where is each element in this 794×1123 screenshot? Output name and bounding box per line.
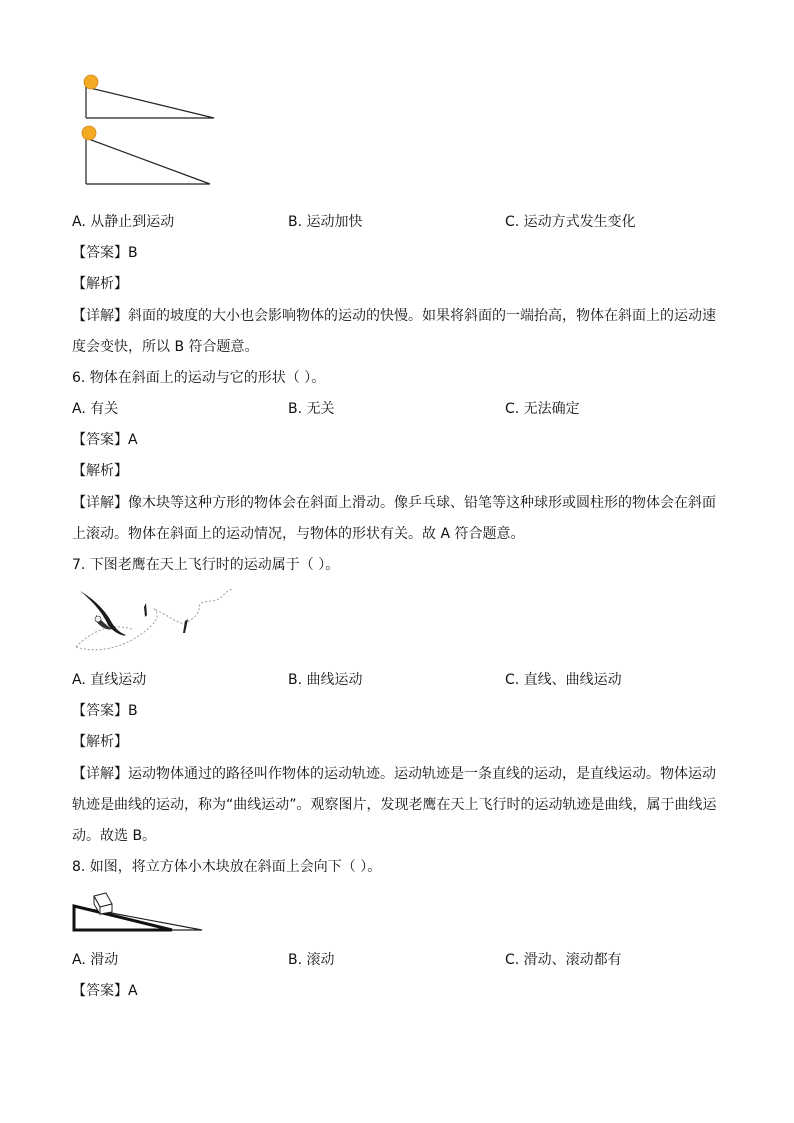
q8-question: 8. 如图，将立方体小木块放在斜面上会向下（ ）。 <box>72 859 382 875</box>
q6-detail: 【详解】像木块等这种方形的物体会在斜面上滑动。像乒乓球、铅笔等这种球形或圆柱形的物体会在斜面上滚动。物体在斜面上的运动情况，与物体的形状有关。故 A 符合题意。 <box>72 495 716 542</box>
ball-icon <box>84 75 98 89</box>
q5-answer: 【答案】B <box>72 245 138 261</box>
q5-detail: 【详解】斜面的坡度的大小也会影响物体的运动的快慢。如果将斜面的一端抬高，物体在斜面上的运动速度会变快，所以 B 符合题意。 <box>72 308 716 355</box>
q6-option-c[interactable]: C. 无法确定 <box>505 401 580 417</box>
q5-option-c[interactable]: C. 运动方式发生变化 <box>505 214 636 230</box>
q5-option-b[interactable]: B. 运动加快 <box>288 214 363 230</box>
q5-analysis-label: 【解析】 <box>72 276 128 292</box>
q6-option-b[interactable]: B. 无关 <box>288 401 335 417</box>
q8-answer: 【答案】A <box>72 983 138 999</box>
q6-answer: 【答案】A <box>72 432 138 448</box>
eagle-small-icon <box>144 603 188 633</box>
cube-incline-figure <box>72 890 207 935</box>
q8-option-a[interactable]: A. 滑动 <box>72 952 119 968</box>
incline-high <box>82 126 210 184</box>
q7-question: 7. 下图老鹰在天上飞行时的运动属于（ ）。 <box>72 557 340 573</box>
q7-option-a[interactable]: A. 直线运动 <box>72 672 147 688</box>
q8-option-b[interactable]: B. 滚动 <box>288 952 335 968</box>
q7-option-c[interactable]: C. 直线、曲线运动 <box>505 672 622 688</box>
q5-option-a[interactable]: A. 从静止到运动 <box>72 214 175 230</box>
eagle-flight-figure <box>72 585 242 655</box>
q7-analysis-label: 【解析】 <box>72 734 128 750</box>
q6-question: 6. 物体在斜面上的运动与它的形状（ ）。 <box>72 370 326 386</box>
q7-answer: 【答案】B <box>72 703 138 719</box>
q6-option-a[interactable]: A. 有关 <box>72 401 119 417</box>
q6-analysis-label: 【解析】 <box>72 463 128 479</box>
q7-option-b[interactable]: B. 曲线运动 <box>288 672 363 688</box>
q7-detail: 【详解】运动物体通过的路径叫作物体的运动轨迹。运动轨迹是一条直线的运动，是直线运动。物体运动轨迹是曲线的运动，称为“曲线运动”。观察图片，发现老鹰在天上飞行时的运动轨迹是曲线，属于曲线运动。故选 B。 <box>72 766 717 844</box>
incline-low <box>84 75 214 118</box>
incline-figure <box>78 72 218 192</box>
ball-icon <box>82 126 96 140</box>
q8-option-c[interactable]: C. 滑动、滚动都有 <box>505 952 622 968</box>
